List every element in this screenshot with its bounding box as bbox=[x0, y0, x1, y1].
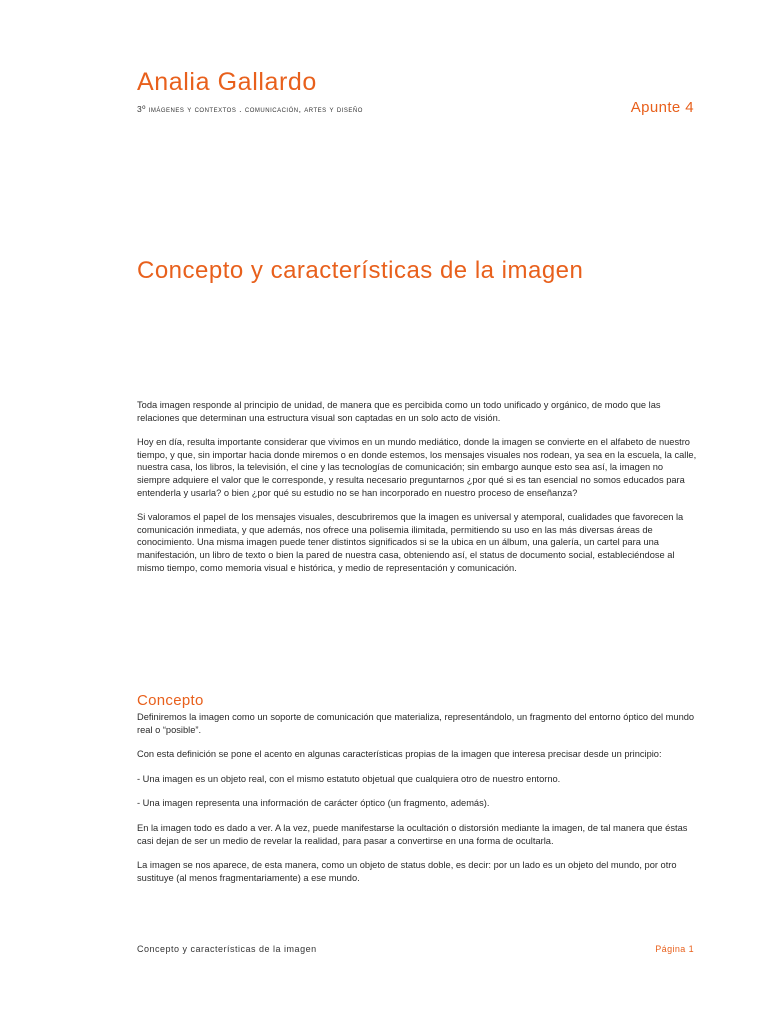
document-title: Concepto y características de la imagen bbox=[137, 257, 584, 284]
author-name: Analia Gallardo bbox=[137, 68, 317, 96]
paragraph: Toda imagen responde al principio de unidad, de manera que es percibida como un todo unificado y orgánico, de modo que las relaciones que determinan una estructura visual son captadas en un solo acto de visión. bbox=[137, 400, 661, 423]
page-number: Página 1 bbox=[655, 944, 694, 954]
paragraph: - Una imagen representa una información de carácter óptico (un fragmento, además). bbox=[137, 798, 490, 809]
paragraph: Definiremos la imagen como un soporte de comunicación que materializa, representándolo, un fragmento del entorno óptico del mundo real o “posible”. bbox=[137, 712, 695, 735]
intro-text bbox=[137, 399, 697, 586]
paragraph: La imagen se nos aparece, de esta manera, como un objeto de status doble, es decir: por un lado es un objeto del mundo, por otro sustituye (al menos fragmentariamente) a ese mundo. bbox=[137, 860, 677, 883]
section-heading-concepto: Concepto bbox=[137, 692, 204, 709]
paragraph: En la imagen todo es dado a ver. A la vez, puede manifestarse la ocultación o distorsión mediante la imagen, de tal manera que éstas casi dejan de ser un medio de revelar la realidad, para pasar a convertirse en una forma de ocultarla. bbox=[137, 822, 688, 846]
footer-title: Concepto y características de la imagen bbox=[137, 944, 317, 954]
concept-text bbox=[137, 711, 697, 896]
paragraph: Hoy en día, resulta importante considerar que vivimos en un mundo mediático, donde la imagen se convierte en el alfabeto de nuestro tiempo, y que, sin importar hacia donde miremos o en donde estemos, los mensajes visuales nos rodean, ya sea en la escuela, la calle, nuestra casa, los libros, la televisión, el cine y las tecnologías de comunicación; sin embargo aunque esto sea así, la imagen no siempre adquiere el valor que le corresponde, y resulta necesario preguntarnos ¿por qué si es tan esencial no somos educados para entenderla y usarla? o bien ¿por qué su estudio no se han incorporado en nuestro proceso de enseñanza? bbox=[137, 437, 697, 498]
paragraph: Si valoramos el papel de los mensajes visuales, descubriremos que la imagen es universal y atemporal, cualidades que favorecen la comunicación inmediata, y que además, nos ofrece una polisemia ilimitada, permitiendo su uso en las más diversas áreas de conocimiento. Una misma imagen puede tener distintos significados si se la ubica en un álbum, una galería, un cartel para una manifestación, un libro de texto o bien la pared de nuestra casa, obteniendo así, el status de documento social, estableciéndose al mismo tiempo, como memoria visual e histórica, y medio de representación y comunicación. bbox=[137, 512, 684, 573]
paragraph: - Una imagen es un objeto real, con el mismo estatuto objetual que cualquiera otro de nuestro entorno. bbox=[137, 773, 561, 784]
paragraph: Con esta definición se pone el acento en algunas características propias de la imagen que interesa precisar desde un principio: bbox=[137, 749, 662, 760]
apunte-number: Apunte 4 bbox=[630, 99, 694, 116]
course-subtitle: 3º imágenes y contextos . comunicación, artes y diseño bbox=[137, 104, 363, 114]
